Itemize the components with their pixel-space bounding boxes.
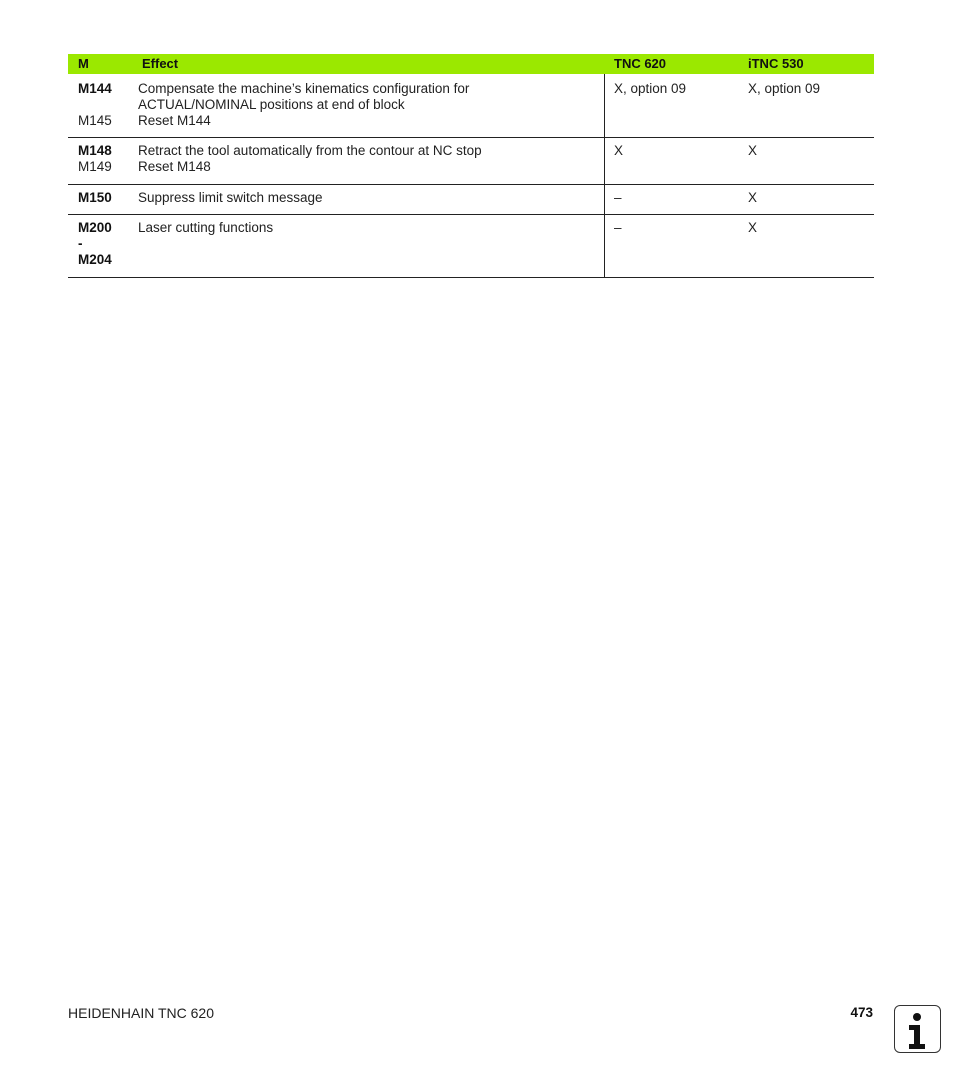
effect-text: Retract the tool automatically from the contour at NC stop (138, 143, 482, 158)
header-m: M (78, 56, 89, 71)
row-divider (68, 277, 874, 278)
itnc530-cell: X (748, 143, 758, 158)
m-code: M150 (78, 190, 112, 205)
header-tnc620: TNC 620 (614, 56, 667, 71)
tnc620-cell: – (614, 190, 622, 205)
effect-text: Suppress limit switch message (138, 190, 323, 205)
m-code: M145 (78, 113, 112, 128)
tnc620-cell: X, option 09 (614, 81, 687, 96)
tnc620-cell: – (614, 220, 622, 235)
m-code-range-dash: - (78, 236, 83, 251)
effect-text: Reset M144 (138, 113, 211, 128)
row-divider (68, 214, 874, 215)
effect-text: Laser cutting functions (138, 220, 274, 235)
header-effect: Effect (142, 56, 179, 71)
header-itnc530: iTNC 530 (748, 56, 804, 71)
effect-text: Reset M148 (138, 159, 211, 174)
row-divider (68, 137, 874, 138)
page-number: 473 (850, 1005, 873, 1020)
footer-title: HEIDENHAIN TNC 620 (68, 1005, 215, 1021)
m-code: M204 (78, 252, 112, 267)
m-code: M144 (78, 81, 112, 96)
tnc620-cell: X (614, 143, 624, 158)
effect-text: Compensate the machine’s kinematics configuration for (138, 81, 470, 96)
row-divider (68, 184, 874, 185)
m-code: M200 (78, 220, 112, 235)
effect-text: ACTUAL/NOMINAL positions at end of block (138, 97, 405, 112)
info-icon (894, 1005, 941, 1053)
m-code: M148 (78, 143, 112, 158)
m-code: M149 (78, 159, 112, 174)
itnc530-cell: X (748, 220, 758, 235)
column-divider (604, 74, 605, 277)
table-header (68, 54, 874, 74)
itnc530-cell: X (748, 190, 758, 205)
itnc530-cell: X, option 09 (748, 81, 821, 96)
